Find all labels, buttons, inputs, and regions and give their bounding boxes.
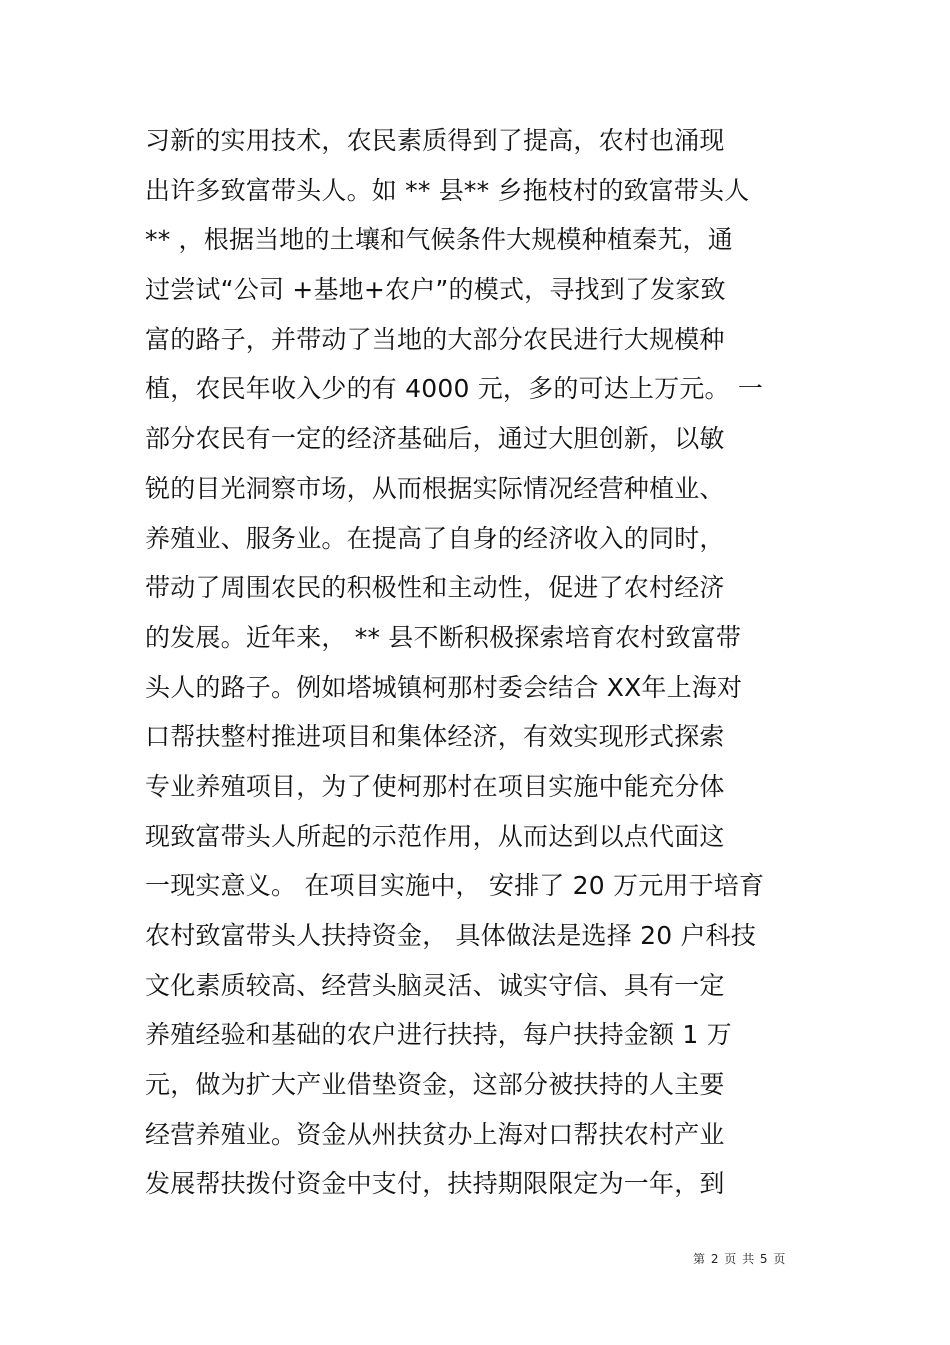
text-line: 养殖业、服务业。在提高了自身的经济收入的同时， xyxy=(145,523,725,553)
text-line: 过尝试“公司 +基地+农户”的模式，寻找到了发家致 xyxy=(145,275,726,305)
text-line: 的发展。近年来， ** 县不断积极探索培育农村致富带 xyxy=(145,622,742,652)
text-line: 元，做为扩大产业借垫资金，这部分被扶持的人主要 xyxy=(145,1070,725,1100)
text-line: 部分农民有一定的经济基础后，通过大胆创新，以敏 xyxy=(145,424,725,454)
text-line: 锐的目光洞察市场，从而根据实际情况经营种植业、 xyxy=(145,473,725,503)
text-line: 出许多致富带头人。如 ** 县** 乡拖枝村的致富带头人 xyxy=(145,175,750,205)
text-line: 农村致富带头人扶持资金， 具体做法是选择 20 户科技 xyxy=(145,921,757,950)
text-line: 习新的实用技术，农民素质得到了提高，农村也涌现 xyxy=(145,126,725,155)
text-line: 养殖经验和基础的农户进行扶持，每户扶持金额 1 万 xyxy=(145,1020,732,1050)
text-line: 头人的路子。例如塔城镇柯那村委会结合 XX年上海对 xyxy=(145,672,743,702)
text-line: 现致富带头人所起的示范作用，从而达到以点代面这 xyxy=(145,821,725,851)
body-text xyxy=(145,116,825,1209)
text-line: 口帮扶整村推进项目和集体经济，有效实现形式探索 xyxy=(145,722,725,752)
text-line: 发展帮扶拨付资金中支付，扶持期限限定为一年，到 xyxy=(145,1169,725,1199)
text-line: 专业养殖项目，为了使柯那村在项目实施中能充分体 xyxy=(145,771,725,801)
text-line: 带动了周围农民的积极性和主动性，促进了农村经济 xyxy=(145,573,725,603)
text-line: 文化素质较高、经营头脑灵活、诚实守信、具有一定 xyxy=(145,970,725,1000)
page-number-footer: 第 2 页 共 5 页 xyxy=(693,1252,787,1266)
text-line: 一现实意义。 在项目实施中， 安排了 20 万元用于培育 xyxy=(145,871,765,901)
text-line: ** ，根据当地的土壤和气候条件大规模种植秦艽，通 xyxy=(145,225,733,255)
text-line: 富的路子，并带动了当地的大部分农民进行大规模种 xyxy=(145,324,725,354)
text-line: 植，农民年收入少的有 4000 元，多的可达上万元。 一 xyxy=(145,374,764,404)
text-line: 经营养殖业。资金从州扶贫办上海对口帮扶农村产业 xyxy=(145,1119,725,1149)
